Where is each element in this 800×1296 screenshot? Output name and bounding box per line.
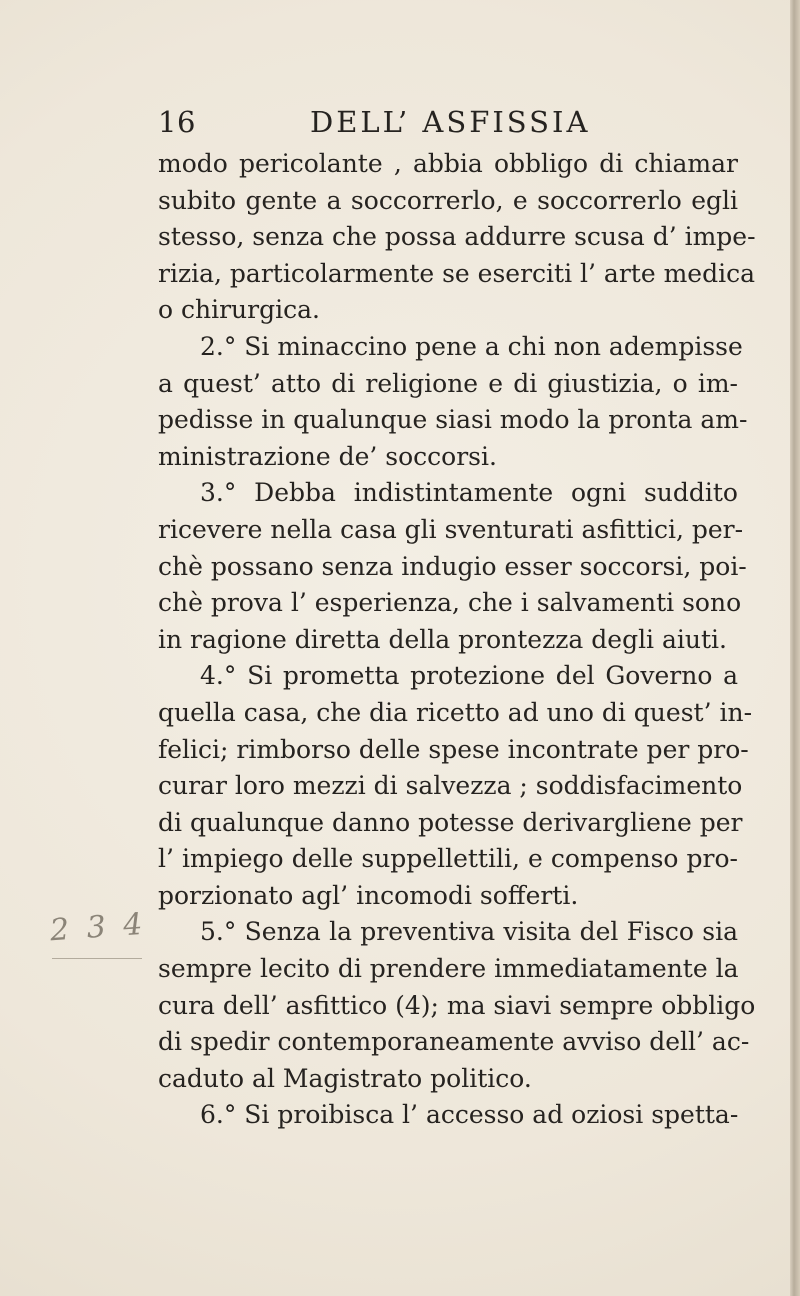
text-line: ricevere nella casa gli sventurati asfittici, per- bbox=[158, 514, 744, 544]
text-line: di spedir contemporaneamente avviso dell’ ac- bbox=[158, 1027, 750, 1057]
text-line: rizia, particolarmente se eserciti l’ arte medica bbox=[158, 258, 755, 288]
page-edge bbox=[790, 0, 800, 1296]
text-line: modo pericolante , abbia obbligo di chiamar bbox=[158, 149, 738, 178]
text-line: chè possano senza indugio esser soccorsi, poi- bbox=[158, 551, 747, 581]
text-line: quella casa, che dia ricetto ad uno di quest’ in- bbox=[158, 697, 753, 727]
text-line: chè prova l’ esperienza, che i salvamenti sono bbox=[158, 588, 742, 618]
body-text bbox=[158, 146, 756, 1134]
text-line: 5.° Senza la preventiva visita del Fisco sia bbox=[200, 917, 738, 947]
text-line: felici; rimborso delle spese incontrate per pro- bbox=[158, 734, 749, 764]
running-title: DELL’ ASFISSIA bbox=[310, 105, 591, 139]
text-line: l’ impiego delle suppellettili, e compenso pro- bbox=[158, 844, 738, 874]
text-line: sempre lecito di prendere immediatamente la bbox=[158, 954, 739, 984]
text-line: curar loro mezzi di salvezza ; soddisfacimento bbox=[158, 771, 743, 801]
margin-underline bbox=[52, 958, 142, 959]
text-line: ministrazione de’ soccorsi. bbox=[158, 441, 497, 471]
text-line: pedisse in qualunque siasi modo la pronta am- bbox=[158, 405, 748, 435]
page-header bbox=[158, 100, 738, 144]
text-line: cura dell’ asfittico (4); ma siavi sempre obbligo bbox=[158, 990, 756, 1020]
text-line: caduto al Magistrato politico. bbox=[158, 1063, 532, 1093]
text-line: a quest’ atto di religione e di giustizia, o im- bbox=[158, 368, 738, 398]
text-line: o chirurgica. bbox=[158, 295, 320, 325]
text-line: in ragione diretta della prontezza degli aiuti. bbox=[158, 624, 727, 654]
margin-handwritten-note: 2 3 4 bbox=[48, 906, 148, 949]
text-line: 6.° Si proibisca l’ accesso ad oziosi spetta- bbox=[200, 1100, 739, 1130]
text-line: stesso, senza che possa addurre scusa d’ impe- bbox=[158, 222, 756, 252]
text-line: 2.° Si minaccino pene a chi non adempisse bbox=[200, 331, 743, 361]
text-line: di qualunque danno potesse derivargliene per bbox=[158, 807, 743, 837]
page-number: 16 bbox=[158, 105, 196, 139]
text-line: 3.° Debba indistintamente ogni suddito bbox=[200, 478, 738, 508]
text-line: 4.° Si prometta protezione del Governo a bbox=[200, 661, 738, 691]
text-line: subito gente a soccorrerlo, e soccorrerlo egli bbox=[158, 185, 738, 215]
text-line: porzionato agl’ incomodi sofferti. bbox=[158, 880, 579, 910]
